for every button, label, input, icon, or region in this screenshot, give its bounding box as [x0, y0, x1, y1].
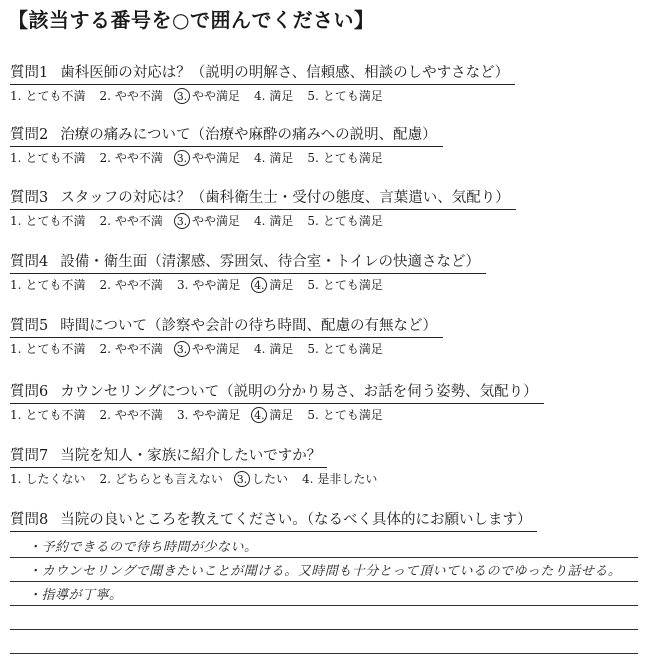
option-number: 4. [253, 342, 266, 356]
option-number: 2. [99, 151, 111, 165]
option-number: 1. [10, 472, 22, 486]
option-label: やや不満 [114, 151, 163, 165]
question-4 [10, 251, 640, 293]
option-label: とても不満 [25, 278, 86, 292]
answer-line[interactable] [10, 558, 638, 582]
rating-option[interactable] [99, 88, 162, 104]
option-label: 満足 [269, 342, 294, 356]
question-title [10, 382, 544, 404]
question-number: 質問4 [10, 254, 49, 270]
option-label: やや不満 [114, 342, 163, 356]
option-label: やや満足 [192, 278, 241, 292]
question-text: 治療の痛みについて（治療や麻酔の痛みへの説明、配慮） [60, 127, 437, 143]
rating-option-selected[interactable] [177, 150, 240, 166]
rating-option[interactable] [254, 213, 293, 229]
rating-option[interactable] [177, 277, 240, 293]
rating-option[interactable] [307, 277, 382, 293]
rating-options [10, 341, 640, 357]
question-title [10, 63, 515, 85]
answer-line[interactable] [10, 534, 638, 558]
option-number: 3. [176, 278, 189, 292]
handwritten-answer: ・指導が丁寧。 [28, 588, 123, 603]
rating-option[interactable] [307, 341, 382, 357]
rating-option[interactable] [302, 471, 377, 487]
option-number: 2. [99, 408, 111, 422]
option-number: 2. [99, 472, 111, 486]
question-title [10, 446, 327, 468]
option-label: 満足 [269, 151, 294, 165]
rating-option[interactable] [10, 277, 85, 293]
question-1 [10, 62, 640, 104]
option-number: 4. [251, 407, 267, 423]
question-text: スタッフの対応は？（歯科衛生士・受付の態度、言葉遣い、気配り） [60, 190, 510, 206]
option-label: とても満足 [322, 89, 383, 103]
rating-option[interactable] [307, 407, 382, 423]
question-number: 質問8 [10, 512, 49, 528]
option-label: やや満足 [192, 408, 241, 422]
rating-options [10, 407, 640, 423]
option-number: 3. [174, 341, 190, 357]
option-label: やや不満 [114, 278, 163, 292]
option-number: 5. [307, 278, 319, 292]
question-number: 質問3 [10, 190, 49, 206]
rating-option-selected[interactable] [177, 341, 240, 357]
option-number: 5. [307, 214, 319, 228]
option-number: 1. [10, 408, 22, 422]
rating-options [10, 88, 640, 104]
rating-option[interactable] [177, 407, 240, 423]
rating-option[interactable] [10, 213, 85, 229]
question-title [10, 188, 516, 210]
option-label: 満足 [269, 408, 294, 422]
question-number: 質問2 [10, 127, 49, 143]
option-label: とても満足 [322, 278, 383, 292]
option-number: 5. [307, 408, 319, 422]
option-label: とても不満 [25, 214, 86, 228]
question-number: 質問5 [10, 318, 49, 334]
rating-options [10, 277, 640, 293]
question-text: 当院の良いところを教えてください。（なるべく具体的にお願いします） [60, 512, 532, 528]
form-header: 【該当する番号を○で囲んでください】 [8, 8, 375, 32]
question-3 [10, 187, 640, 229]
rating-option-selected[interactable] [177, 213, 240, 229]
rating-options [10, 150, 640, 166]
question-title [10, 252, 486, 274]
handwritten-answer: ・カウンセリングで聞きたいことが聞ける。又時間も十分とって頂いているのでゆったり話せる。 [28, 564, 622, 579]
option-number: 2. [99, 89, 111, 103]
rating-option[interactable] [254, 88, 293, 104]
rating-option[interactable] [307, 88, 382, 104]
option-number: 4. [253, 151, 266, 165]
question-text: カウンセリングについて（説明の分かり易さ、お話を伺う姿勢、気配り） [60, 384, 538, 400]
question-title [10, 510, 537, 532]
option-number: 1. [10, 151, 22, 165]
free-text-answer-area [10, 534, 638, 654]
question-text: 設備・衛生面（清潔感、雰囲気、待合室・トイレの快適さなど） [60, 254, 481, 270]
rating-option[interactable] [99, 213, 162, 229]
option-number: 1. [10, 278, 22, 292]
option-number: 4. [251, 277, 267, 293]
rating-option[interactable] [10, 407, 85, 423]
option-label: 満足 [269, 89, 294, 103]
rating-option-selected[interactable] [177, 88, 240, 104]
rating-option[interactable] [99, 277, 162, 293]
question-number: 質問6 [10, 384, 49, 400]
question-7 [10, 445, 640, 487]
question-text: 歯科医師の対応は？（説明の明解さ、信頼感、相談のしやすさなど） [60, 65, 510, 81]
option-number: 4. [301, 472, 314, 486]
option-label: 満足 [269, 214, 294, 228]
option-label: とても不満 [25, 89, 86, 103]
rating-option[interactable] [10, 150, 85, 166]
option-label: とても不満 [25, 151, 86, 165]
option-number: 2. [99, 342, 111, 356]
rating-option[interactable] [307, 213, 382, 229]
option-number: 3. [174, 88, 190, 104]
option-label: とても不満 [25, 408, 86, 422]
option-label: やや不満 [114, 214, 163, 228]
option-number: 5. [307, 342, 319, 356]
option-label: とても満足 [322, 214, 383, 228]
option-label: とても満足 [322, 151, 383, 165]
question-5 [10, 315, 640, 357]
option-label: 是非したい [317, 472, 378, 486]
question-title [10, 125, 443, 147]
option-label: とても不満 [25, 342, 86, 356]
option-number: 4. [253, 89, 266, 103]
rating-option-selected[interactable] [254, 407, 293, 423]
option-number: 2. [99, 278, 111, 292]
option-label: とても満足 [322, 342, 383, 356]
answer-line[interactable] [10, 582, 638, 606]
option-label: 満足 [269, 278, 294, 292]
rating-options [10, 471, 640, 487]
option-number: 1. [10, 89, 22, 103]
option-label: やや満足 [191, 342, 240, 356]
rating-option-selected[interactable] [254, 277, 293, 293]
option-number: 5. [307, 89, 319, 103]
option-label: どちらとも言えない [114, 472, 223, 486]
rating-option[interactable] [99, 407, 162, 423]
rating-option[interactable] [254, 341, 293, 357]
option-number: 1. [10, 342, 22, 356]
rating-option[interactable] [99, 150, 162, 166]
handwritten-answer: ・予約できるので待ち時間が少ない。 [28, 540, 258, 555]
question-text: 当院を知人・家族に紹介したいですか？ [60, 448, 322, 464]
rating-option[interactable] [254, 150, 293, 166]
option-label: やや不満 [114, 408, 163, 422]
answer-line[interactable] [10, 630, 638, 654]
option-label: やや満足 [191, 151, 240, 165]
option-number: 4. [253, 214, 266, 228]
rating-option[interactable] [10, 88, 85, 104]
question-8 [10, 509, 640, 532]
option-number: 3. [176, 408, 189, 422]
option-number: 3. [174, 150, 190, 166]
question-number: 質問1 [10, 65, 49, 81]
rating-option[interactable] [10, 471, 85, 487]
rating-option[interactable] [10, 341, 85, 357]
option-number: 5. [307, 151, 319, 165]
option-number: 3. [234, 471, 250, 487]
option-label: やや満足 [191, 214, 240, 228]
rating-option[interactable] [307, 150, 382, 166]
option-number: 2. [99, 214, 111, 228]
option-number: 3. [174, 213, 190, 229]
question-6 [10, 381, 640, 423]
question-text: 時間について（診察や会計の待ち時間、配慮の有無など） [60, 318, 437, 334]
option-number: 1. [10, 214, 22, 228]
option-label: やや満足 [191, 89, 240, 103]
rating-option[interactable] [99, 471, 222, 487]
question-title [10, 316, 443, 338]
answer-line[interactable] [10, 606, 638, 630]
option-label: したい [251, 472, 288, 486]
question-2 [10, 124, 640, 166]
question-number: 質問7 [10, 448, 49, 464]
option-label: とても満足 [322, 408, 383, 422]
rating-option-selected[interactable] [237, 471, 288, 487]
rating-option[interactable] [99, 341, 162, 357]
option-label: やや不満 [114, 89, 163, 103]
option-label: したくない [25, 472, 86, 486]
rating-options [10, 213, 640, 229]
